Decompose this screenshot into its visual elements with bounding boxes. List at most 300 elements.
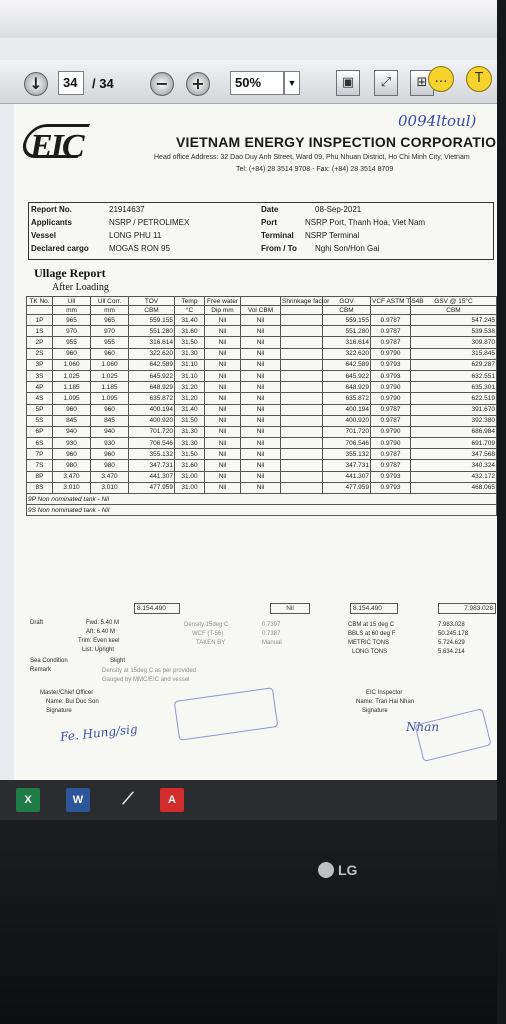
table-cell: 355.132 <box>129 449 175 460</box>
date-value: 08-Sep-2021 <box>315 205 362 214</box>
ullage-table <box>26 296 497 516</box>
metric-tons-value: 5.724.629 <box>438 640 465 646</box>
table-cell: 0.9793 <box>371 482 411 493</box>
header-cell: Ull Corr. <box>91 297 129 306</box>
table-cell: 316.614 <box>129 337 175 348</box>
bbls-label: BBLS at 60 deg F <box>348 631 396 637</box>
table-cell: Nil <box>241 326 281 337</box>
port-value: NSRP Port, Thanh Hoa, Viet Nam <box>305 218 426 227</box>
table-cell: Nil <box>241 359 281 370</box>
table-cell: Nil <box>205 315 241 326</box>
table-cell: 1.095 <box>91 393 129 404</box>
port-label: Port <box>261 218 277 227</box>
zoom-out-button[interactable]: − <box>150 72 174 96</box>
table-cell: 3.470 <box>53 471 91 482</box>
total-free-water: Nil <box>270 603 310 614</box>
table-cell: Nil <box>241 471 281 482</box>
taken-by-value: Manual <box>262 640 282 646</box>
chevron-down-icon[interactable]: ▼ <box>284 71 300 95</box>
table-cell: 1.025 <box>53 370 91 381</box>
subheader-cell: CBM <box>129 306 175 315</box>
master-signature-label: Signature <box>46 708 72 714</box>
table-cell: 642.589 <box>129 359 175 370</box>
table-cell: 551.280 <box>323 326 371 337</box>
table-cell: 0.9787 <box>371 460 411 471</box>
table-cell: 477.959 <box>129 482 175 493</box>
highlight-icon[interactable]: T <box>466 66 492 92</box>
table-cell: 31.30 <box>175 438 205 449</box>
table-cell: 965 <box>91 315 129 326</box>
table-cell: 347.731 <box>323 460 371 471</box>
table-cell: 31.20 <box>175 393 205 404</box>
cargo-value: MOGAS RON 95 <box>109 244 170 253</box>
table-cell: 642.589 <box>323 359 371 370</box>
window-top-strip <box>0 0 497 38</box>
meta-row-3 <box>31 231 491 243</box>
table-cell: 0.9787 <box>371 404 411 415</box>
table-cell <box>281 449 323 460</box>
non-nominated-tank-cell: 9S Non nominated tank - Nil <box>27 505 497 516</box>
monitor-bezel <box>0 820 497 1024</box>
page-number-input[interactable]: 34 <box>58 71 84 95</box>
cbm-label: CBM at 15 deg C <box>348 622 395 628</box>
table-cell: 955 <box>53 337 91 348</box>
terminal-label: Terminal <box>261 231 294 240</box>
table-cell: 31.60 <box>175 326 205 337</box>
table-cell: 8P <box>27 471 53 482</box>
table-cell: 965 <box>53 315 91 326</box>
table-cell: 3.010 <box>91 482 129 493</box>
remark-1: Density at 15deg C as per provided <box>102 668 197 674</box>
density-value: 0.7397 <box>262 622 281 628</box>
table-cell: 2P <box>27 337 53 348</box>
table-cell <box>281 315 323 326</box>
table-cell: 940 <box>53 426 91 437</box>
folder-app-icon[interactable]: ⟋ <box>122 791 134 808</box>
table-cell: Nil <box>241 382 281 393</box>
table-cell: 355.132 <box>323 449 371 460</box>
table-cell: Nil <box>241 482 281 493</box>
vessel-label: Vessel <box>31 231 56 240</box>
table-cell: 960 <box>91 348 129 359</box>
header-cell: TOV <box>129 297 175 306</box>
master-signature: Fe. Hung/sig <box>59 721 139 745</box>
table-cell: 706.546 <box>323 438 371 449</box>
table-cell: 340.324 <box>411 460 497 471</box>
table-cell: 845 <box>91 415 129 426</box>
company-name: VIETNAM ENERGY INSPECTION CORPORATION <box>176 134 506 150</box>
table-cell: 441.307 <box>323 471 371 482</box>
table-row <box>27 505 497 516</box>
pdf-app-icon[interactable]: A <box>160 788 184 812</box>
table-cell: 0.9787 <box>371 315 411 326</box>
header-cell: GOV <box>323 297 371 306</box>
table-cell: 845 <box>53 415 91 426</box>
header-cell: TK No. <box>27 297 53 306</box>
terminal-value: NSRP Terminal <box>305 231 360 240</box>
table-cell: 632.551 <box>411 370 497 381</box>
table-cell: 686.984 <box>411 426 497 437</box>
meta-row-4 <box>31 244 491 256</box>
table-cell: 7P <box>27 449 53 460</box>
table-cell: 432.172 <box>411 471 497 482</box>
table-cell: Nil <box>205 370 241 381</box>
table-cell: 645.922 <box>323 370 371 381</box>
table-cell: 629.287 <box>411 359 497 370</box>
table-cell: 2S <box>27 348 53 359</box>
density-label: Density 15deg C <box>184 622 229 628</box>
inspector-label: EIC Inspector <box>366 690 403 696</box>
table-cell <box>281 382 323 393</box>
table-cell: Nil <box>205 426 241 437</box>
trim-value: Trim: Even keel <box>78 638 120 644</box>
table-cell: 31.50 <box>175 415 205 426</box>
table-cell: 648.929 <box>129 382 175 393</box>
table-cell: Nil <box>205 471 241 482</box>
table-cell: 551.280 <box>129 326 175 337</box>
table-cell: 31.00 <box>175 471 205 482</box>
table-cell: 635.872 <box>323 393 371 404</box>
table-cell: 1.060 <box>91 359 129 370</box>
table-row <box>27 426 497 437</box>
header-cell: VCF ASTM T-54B <box>372 297 424 305</box>
table-cell <box>281 359 323 370</box>
table-cell <box>281 393 323 404</box>
table-cell: 4S <box>27 393 53 404</box>
long-tons-value: 5.634.214 <box>438 649 465 655</box>
table-cell: Nil <box>205 393 241 404</box>
report-subtitle: After Loading <box>52 282 109 293</box>
table-subheader-row <box>27 306 497 315</box>
table-cell: 539.538 <box>411 326 497 337</box>
zoom-tool-icon[interactable]: ⊞ <box>410 70 434 96</box>
table-cell: 960 <box>53 404 91 415</box>
table-cell: Nil <box>241 393 281 404</box>
inspector-name: Name: Tran Hai Nhan <box>356 699 415 705</box>
table-cell: Nil <box>205 326 241 337</box>
table-cell: 0.9793 <box>371 370 411 381</box>
draft-aft: Aft: 6.40 M <box>86 629 116 635</box>
table-body <box>27 315 497 516</box>
table-row <box>27 337 497 348</box>
wcf-label: WCF (T-56) <box>192 631 224 637</box>
bbls-value: 50.245.178 <box>438 631 469 637</box>
master-name: Name: Bui Duc Son <box>46 699 99 705</box>
table-cell: Nil <box>205 337 241 348</box>
report-no-label: Report No. <box>31 205 72 214</box>
table-cell: 31.40 <box>175 404 205 415</box>
table-cell: Nil <box>205 382 241 393</box>
list-value: List: Upright <box>82 647 115 653</box>
sea-condition-label: Sea Condition <box>30 658 68 664</box>
header-cell: Ull <box>53 297 91 306</box>
subheader-cell: CBM <box>411 306 497 315</box>
table-cell: 622.519 <box>411 393 497 404</box>
remark-2: Gauged by MMC/EIC and vessel <box>102 677 190 683</box>
table-cell: Nil <box>241 426 281 437</box>
table-cell: 6P <box>27 426 53 437</box>
monitor-brand: LG <box>338 862 358 878</box>
table-cell: 0.9793 <box>371 359 411 370</box>
table-cell: 706.546 <box>129 438 175 449</box>
total-tov: 8.154.490 <box>134 603 180 614</box>
header-cell: GSV @ 15°C <box>411 297 497 306</box>
table-cell <box>281 370 323 381</box>
subheader-cell: CBM <box>323 306 371 315</box>
table-cell: 31.10 <box>175 370 205 381</box>
handwritten-note: 0094ltoul) <box>398 112 477 130</box>
table-cell <box>281 482 323 493</box>
table-row <box>27 482 497 493</box>
table-cell: 347.568 <box>411 449 497 460</box>
sea-condition-value: Slight <box>110 658 126 664</box>
table-cell: 0.9790 <box>371 348 411 359</box>
draft-fwd: Fwd: 5.40 M <box>86 620 120 626</box>
from-to-value: Nghi Son/Hon Gai <box>315 244 380 253</box>
table-cell: 31.40 <box>175 315 205 326</box>
table-cell: 1.095 <box>53 393 91 404</box>
table-cell <box>281 426 323 437</box>
draft-label: Draft <box>30 620 44 626</box>
table-cell: 940 <box>91 426 129 437</box>
header-cell: Temp <box>175 297 205 306</box>
table-cell: 7S <box>27 460 53 471</box>
table-cell: 3.010 <box>53 482 91 493</box>
table-row <box>27 438 497 449</box>
table-cell: 31.30 <box>175 348 205 359</box>
table-cell: 1.185 <box>91 382 129 393</box>
total-gov: 8.154.490 <box>350 603 398 614</box>
table-cell: 477.959 <box>323 482 371 493</box>
long-tons-label: LONG TONS <box>352 649 388 655</box>
fit-page-icon[interactable]: ▣ <box>336 70 360 96</box>
table-cell: 0.9793 <box>371 471 411 482</box>
metric-tons-label: METRIC TONS <box>348 640 390 646</box>
table-header-row <box>27 297 497 306</box>
subheader-cell <box>371 306 411 315</box>
word-app-icon[interactable]: W <box>66 788 90 812</box>
subheader-cell <box>281 306 323 315</box>
table-row <box>27 393 497 404</box>
table-cell: Nil <box>205 404 241 415</box>
table-cell: 547.245 <box>411 315 497 326</box>
table-cell: 0.9790 <box>371 393 411 404</box>
page-total-label: / 34 <box>92 76 114 91</box>
table-cell: 8S <box>27 482 53 493</box>
table-cell: 392.380 <box>411 415 497 426</box>
table-cell: Nil <box>205 482 241 493</box>
table-cell: Nil <box>241 404 281 415</box>
table-cell: 559.155 <box>129 315 175 326</box>
non-nominated-tank-cell: 9P Non nominated tank - Nil <box>27 494 497 505</box>
table-cell: 930 <box>53 438 91 449</box>
table-cell: 1.185 <box>53 382 91 393</box>
eic-stamp <box>414 708 491 762</box>
meta-row-2 <box>31 218 491 230</box>
table-cell: 5S <box>27 415 53 426</box>
table-cell: 322.620 <box>129 348 175 359</box>
table-cell <box>281 438 323 449</box>
table-cell: 930 <box>91 438 129 449</box>
table-cell <box>281 326 323 337</box>
table-cell: 645.922 <box>129 370 175 381</box>
table-cell: 31.10 <box>175 359 205 370</box>
table-cell: 701.720 <box>129 426 175 437</box>
table-cell: Nil <box>205 348 241 359</box>
table-row <box>27 471 497 482</box>
eic-logo: EIC <box>30 128 83 165</box>
table-cell: 648.929 <box>323 382 371 393</box>
table-cell: 955 <box>91 337 129 348</box>
taken-by-label: TAKEN BY <box>196 640 226 646</box>
table-cell: 635.872 <box>129 393 175 404</box>
table-cell: 315.845 <box>411 348 497 359</box>
table-row <box>27 494 497 505</box>
excel-app-icon[interactable]: X <box>16 788 40 812</box>
table-cell: 1.060 <box>53 359 91 370</box>
applicants-label: Applicants <box>31 218 72 227</box>
table-cell: 3P <box>27 359 53 370</box>
table-row <box>27 460 497 471</box>
total-gsv: 7.983.028 <box>438 603 496 614</box>
table-cell: 31.50 <box>175 337 205 348</box>
cargo-label: Declared cargo <box>31 244 89 253</box>
table-row <box>27 449 497 460</box>
wcf-value: 0.7387 <box>262 631 281 637</box>
inspector-signature-label: Signature <box>362 708 388 714</box>
table-cell: 960 <box>91 404 129 415</box>
table-cell: 6S <box>27 438 53 449</box>
table-cell: 0.9787 <box>371 449 411 460</box>
table-cell: 391.670 <box>411 404 497 415</box>
table-cell <box>281 415 323 426</box>
subheader-cell: Dip mm <box>205 306 241 315</box>
report-title: Ullage Report <box>34 266 106 280</box>
table-cell: 0.9787 <box>371 326 411 337</box>
lg-logo-icon <box>318 862 334 878</box>
vessel-value: LONG PHU 11 <box>109 231 162 240</box>
table-cell: Nil <box>241 370 281 381</box>
table-row <box>27 382 497 393</box>
table-cell: 0.9787 <box>371 415 411 426</box>
table-cell: 5P <box>27 404 53 415</box>
table-cell: 0.9790 <box>371 426 411 437</box>
table-cell: 468.065 <box>411 482 497 493</box>
table-row <box>27 348 497 359</box>
table-cell: 31.20 <box>175 382 205 393</box>
zoom-level-select[interactable]: 50% <box>230 71 284 95</box>
company-contact: Tel: (+84) 28 3514 9708 - Fax: (+84) 28 3514 8709 <box>236 166 394 173</box>
table-cell: 960 <box>91 449 129 460</box>
table-cell: 400.194 <box>323 404 371 415</box>
table-cell: 400.194 <box>129 404 175 415</box>
subheader-cell: mm <box>53 306 91 315</box>
inspector-signature: Nhan <box>406 720 440 734</box>
download-arrow-icon[interactable]: ↓ <box>24 72 48 96</box>
table-cell: Nil <box>241 438 281 449</box>
table-cell: 0.9790 <box>371 438 411 449</box>
table-cell: 400.920 <box>323 415 371 426</box>
table-cell: 960 <box>53 449 91 460</box>
table-cell: 980 <box>53 460 91 471</box>
table-row <box>27 315 497 326</box>
company-address: Head office Address: 32 Dao Duy Anh Street, Ward 09, Phu Nhuan District, Ho Chi Minh City, Vietnam <box>154 154 470 161</box>
subheader-cell: Vol CBM <box>241 306 281 315</box>
date-label: Date <box>261 205 279 214</box>
header-cell <box>241 297 281 306</box>
table-cell: 31.50 <box>175 449 205 460</box>
table-cell: 3.470 <box>91 471 129 482</box>
table-row <box>27 370 497 381</box>
subheader-cell: mm <box>91 306 129 315</box>
table-cell: 980 <box>91 460 129 471</box>
table-cell: Nil <box>241 415 281 426</box>
meta-row-1 <box>31 205 491 217</box>
table-cell <box>281 404 323 415</box>
header-cell: Free water <box>205 297 241 306</box>
from-to-label: From / To <box>261 244 297 253</box>
table-cell: 0.9790 <box>371 382 411 393</box>
table-cell: 322.620 <box>323 348 371 359</box>
comment-icon[interactable]: … <box>428 66 454 92</box>
table-cell <box>281 337 323 348</box>
table-cell <box>281 471 323 482</box>
report-footer <box>26 620 496 770</box>
header-cell: Shrinkage factor <box>282 297 330 305</box>
totals-row <box>126 603 496 615</box>
table-cell: 31.00 <box>175 482 205 493</box>
table-cell: 31.60 <box>175 460 205 471</box>
applicants-value: NSRP / PETROLIMEX <box>109 218 190 227</box>
table-cell: 347.731 <box>129 460 175 471</box>
table-cell: 635.301 <box>411 382 497 393</box>
table-cell: 400.920 <box>129 415 175 426</box>
ship-stamp <box>174 687 279 741</box>
cbm-value: 7.983.028 <box>438 622 465 628</box>
table-row <box>27 415 497 426</box>
table-row <box>27 326 497 337</box>
table-cell: 559.155 <box>323 315 371 326</box>
table-cell: Nil <box>205 449 241 460</box>
table-row <box>27 404 497 415</box>
table-cell: 441.307 <box>129 471 175 482</box>
table-cell: Nil <box>241 315 281 326</box>
table-cell: 4P <box>27 382 53 393</box>
remark-label: Remark <box>30 667 52 673</box>
table-cell: 3S <box>27 370 53 381</box>
table-cell: Nil <box>205 415 241 426</box>
subheader-cell: °C <box>175 306 205 315</box>
table-cell: 1.025 <box>91 370 129 381</box>
table-row <box>27 359 497 370</box>
report-no-value: 21914637 <box>109 205 145 214</box>
table-cell: Nil <box>241 348 281 359</box>
master-label: Master/Chief Officer <box>40 690 94 696</box>
table-cell: Nil <box>241 449 281 460</box>
table-cell: 316.614 <box>323 337 371 348</box>
table-cell: 970 <box>53 326 91 337</box>
table-cell: 31.30 <box>175 426 205 437</box>
fit-width-icon[interactable]: ⤢ <box>374 70 398 96</box>
table-cell: Nil <box>241 460 281 471</box>
zoom-in-button[interactable]: + <box>186 72 210 96</box>
table-cell: 0.9787 <box>371 337 411 348</box>
table-cell: Nil <box>205 460 241 471</box>
table-cell: Nil <box>241 337 281 348</box>
table-cell: Nil <box>205 359 241 370</box>
table-cell: 701.720 <box>323 426 371 437</box>
pdf-page <box>14 104 506 780</box>
